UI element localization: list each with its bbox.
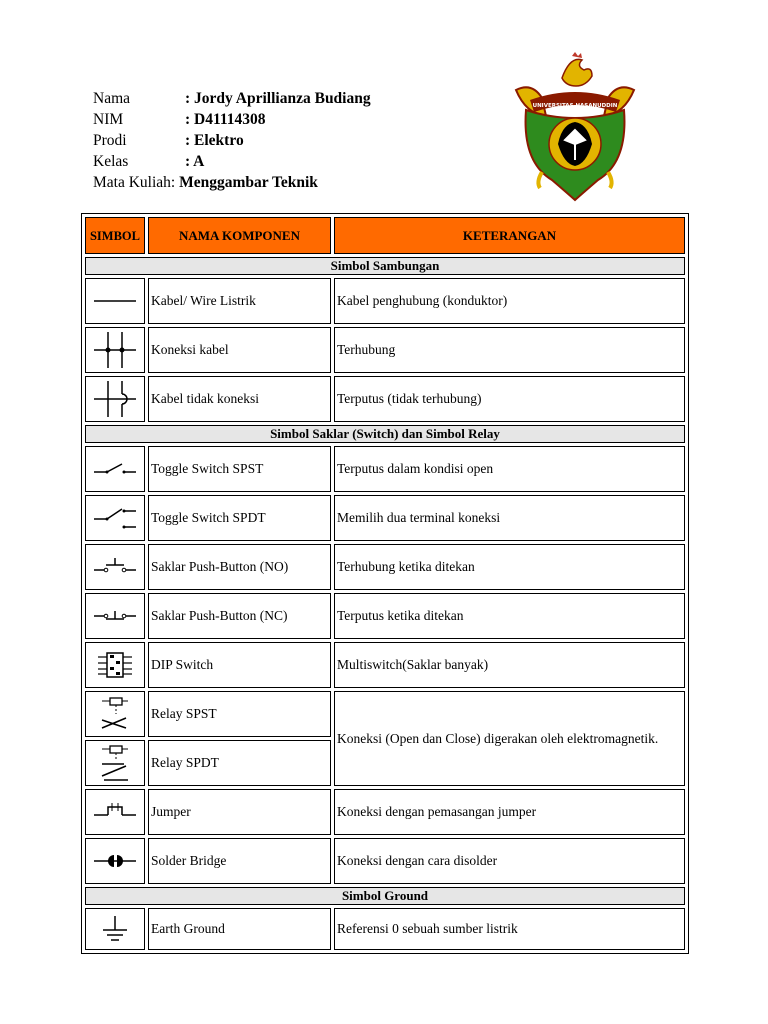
header-keterangan: KETERANGAN xyxy=(334,217,685,254)
component-name: Saklar Push-Button (NC) xyxy=(148,593,331,639)
nim-label: NIM xyxy=(93,111,124,128)
component-name: Saklar Push-Button (NO) xyxy=(148,544,331,590)
component-name: Toggle Switch SPST xyxy=(148,446,331,492)
spdt-switch-symbol xyxy=(85,495,145,541)
component-name: Kabel tidak koneksi xyxy=(148,376,331,422)
table-row xyxy=(85,446,685,492)
component-name: Toggle Switch SPDT xyxy=(148,495,331,541)
pushbutton-nc-symbol xyxy=(85,593,145,639)
table-row xyxy=(85,593,685,639)
section-ground: Simbol Ground xyxy=(85,887,685,905)
wire-symbol xyxy=(85,278,145,324)
nama-value: : Jordy Aprillianza Budiang xyxy=(185,90,371,107)
kelas-value: : A xyxy=(185,153,205,170)
table-row xyxy=(85,544,685,590)
component-desc: Koneksi dengan cara disolder xyxy=(334,838,685,884)
kelas-label: Kelas xyxy=(93,153,129,170)
component-desc: Terputus ketika ditekan xyxy=(334,593,685,639)
component-name: Jumper xyxy=(148,789,331,835)
component-desc: Multiswitch(Saklar banyak) xyxy=(334,642,685,688)
relay-spst-symbol xyxy=(85,691,145,737)
jumper-symbol xyxy=(85,789,145,835)
component-table xyxy=(81,213,689,954)
component-name: Earth Ground xyxy=(148,908,331,950)
table-row xyxy=(85,376,685,422)
table-row xyxy=(85,495,685,541)
component-name: Relay SPDT xyxy=(148,740,331,786)
component-desc: Terhubung xyxy=(334,327,685,373)
component-name: Kabel/ Wire Listrik xyxy=(148,278,331,324)
header-row xyxy=(85,217,685,254)
component-name: DIP Switch xyxy=(148,642,331,688)
component-desc: Terputus (tidak terhubung) xyxy=(334,376,685,422)
header-nama-komponen: NAMA KOMPONEN xyxy=(148,217,331,254)
pushbutton-no-symbol xyxy=(85,544,145,590)
prodi-row xyxy=(93,130,371,151)
matkul-label: Mata Kuliah: xyxy=(93,174,176,191)
relay-spdt-symbol xyxy=(85,740,145,786)
earth-ground-symbol xyxy=(85,908,145,950)
table-row xyxy=(85,278,685,324)
component-name: Solder Bridge xyxy=(148,838,331,884)
connected-wire-symbol xyxy=(85,327,145,373)
nim-value: : D41114308 xyxy=(185,111,266,128)
component-desc: Memilih dua terminal koneksi xyxy=(334,495,685,541)
nama-row xyxy=(93,88,371,109)
table-row xyxy=(85,642,685,688)
solder-bridge-symbol xyxy=(85,838,145,884)
component-desc: Kabel penghubung (konduktor) xyxy=(334,278,685,324)
spst-switch-symbol xyxy=(85,446,145,492)
table-row xyxy=(85,789,685,835)
header-simbol: SIMBOL xyxy=(85,217,145,254)
dip-switch-symbol xyxy=(85,642,145,688)
kelas-row xyxy=(93,151,371,172)
component-name: Koneksi kabel xyxy=(148,327,331,373)
unconnected-wire-symbol xyxy=(85,376,145,422)
component-desc: Koneksi dengan pemasangan jumper xyxy=(334,789,685,835)
section-saklar: Simbol Saklar (Switch) dan Simbol Relay xyxy=(85,425,685,443)
matkul-value: Menggambar Teknik xyxy=(179,174,318,191)
student-info xyxy=(93,88,371,193)
prodi-value: : Elektro xyxy=(185,132,244,149)
table-row xyxy=(85,691,685,737)
university-logo xyxy=(512,52,638,202)
component-name: Relay SPST xyxy=(148,691,331,737)
table-row xyxy=(85,908,685,950)
component-desc: Koneksi (Open dan Close) digerakan oleh elektromagnetik. xyxy=(334,691,685,786)
nama-label: Nama xyxy=(93,90,131,107)
matkul-row xyxy=(93,172,371,193)
component-desc: Referensi 0 sebuah sumber listrik xyxy=(334,908,685,950)
prodi-label: Prodi xyxy=(93,132,127,149)
component-desc: Terputus dalam kondisi open xyxy=(334,446,685,492)
nim-row xyxy=(93,109,371,130)
table-row xyxy=(85,327,685,373)
component-desc: Terhubung ketika ditekan xyxy=(334,544,685,590)
section-sambungan: Simbol Sambungan xyxy=(85,257,685,275)
logo-text: UNIVERSITAS HASANUDDIN xyxy=(532,103,618,109)
table-row xyxy=(85,838,685,884)
